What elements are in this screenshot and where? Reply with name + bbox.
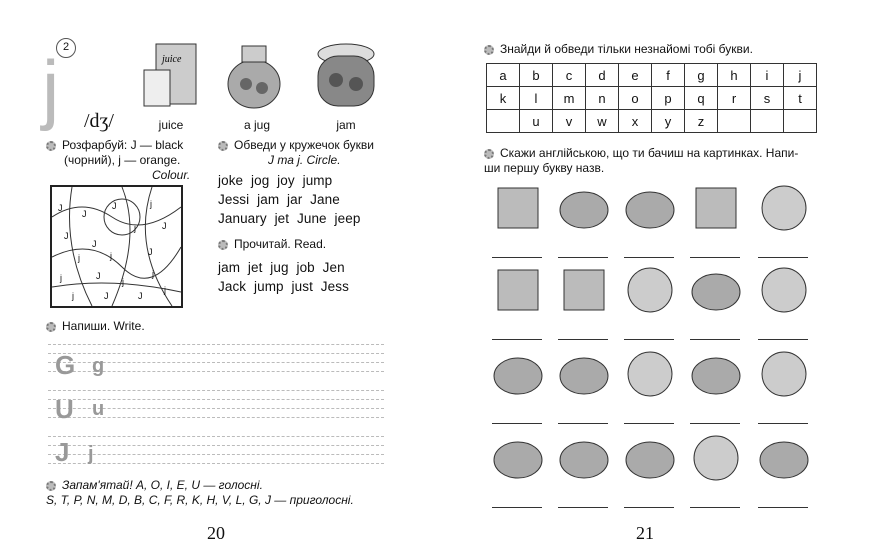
answer-blank[interactable] [558,257,608,258]
maze-letter: J [92,239,97,249]
alphabet-cell[interactable]: x [619,110,652,133]
right-page [434,0,869,557]
alphabet-cell[interactable]: m [553,87,586,110]
maze-letter: j [164,285,166,295]
alphabet-cell[interactable]: o [619,87,652,110]
writing-lines-3 [48,436,384,472]
task-circle: Обведи у кружечок букви J та j. Circle. [218,138,398,168]
answer-blank[interactable] [690,257,740,258]
maze-letter: J [104,291,109,301]
task-read: Прочитай. Read. [218,237,326,252]
juice-glass-icon [490,180,550,240]
task-write: Напиши. Write. [46,319,145,334]
duck-icon [556,430,616,490]
write-letter-small: g [92,355,105,377]
alphabet-cell[interactable]: u [520,110,553,133]
alphabet-cell[interactable]: h [718,64,751,87]
egg-icon [688,430,748,490]
alphabet-cell[interactable]: t [784,87,817,110]
task-say: Скажи англійською, що ти бачиш на картинках. Напи- ши першу букву назв. [484,146,799,175]
alphabet-cell[interactable]: s [751,87,784,110]
jug-icon [222,40,288,112]
picture-label-jam: jam [336,118,356,132]
answer-blank[interactable] [690,339,740,340]
maze-letter: J [64,231,69,241]
maze-letter: J [96,271,101,281]
gear-icon [46,141,56,151]
write-letter-small: u [92,398,105,420]
umbrella-icon [622,180,682,240]
maze-letter: j [110,251,112,261]
write-letter-big: U [55,394,74,424]
answer-blank[interactable] [558,423,608,424]
gear-icon [484,149,494,159]
ball-icon [756,262,816,322]
left-page [0,0,434,557]
alphabet-cell[interactable]: a [487,64,520,87]
alphabet-cell[interactable]: g [685,64,718,87]
picture-label-juice: juice [158,118,184,132]
word-row: joke jog joy jump [218,173,333,188]
answer-blank[interactable] [690,507,740,508]
maze-letter: j [78,253,80,263]
maze-letter: j [150,199,152,209]
alphabet-cell[interactable]: b [520,64,553,87]
maze-letter: j [60,273,62,283]
nuts-icon [688,262,748,322]
read-words [218,258,349,296]
fish-icon [756,430,816,490]
gear-icon [46,481,56,491]
task-colour: Розфарбуй: J — black (чорний), j — orange. Colour. [46,138,216,183]
maze-letter: J [112,201,117,211]
alphabet-cell[interactable]: j [784,64,817,87]
answer-blank[interactable] [492,507,542,508]
answer-blank[interactable] [624,339,674,340]
phonetic-transcription: /dʒ/ [84,110,114,132]
page-number: 20 [207,523,225,543]
answer-blank[interactable] [492,423,542,424]
alphabet-cell[interactable]: c [553,64,586,87]
page-number: 21 [636,523,654,543]
word-row: Jessi jam jar Jane [218,192,340,207]
circle-words [218,171,360,228]
alphabet-row [487,110,817,133]
octopus-icon [490,430,550,490]
write-letter-big: G [55,350,76,380]
maze-letter: j [122,277,124,287]
maze-letter: j [72,291,74,301]
colouring-maze [50,185,183,308]
remember-note: Запам'ятай! A, O, I, E, U — голосні. S, T, P, N, M, D, B, C, F, R, K, H, V, L, G, J — приголосні. [46,478,354,507]
pen-icon [556,262,616,322]
apple-icon [756,346,816,406]
answer-blank[interactable] [758,423,808,424]
answer-blank[interactable] [558,507,608,508]
gear-icon [46,322,56,332]
alphabet-cell[interactable] [784,110,817,133]
juice-box-icon [140,40,202,112]
alphabet-cell[interactable] [487,110,520,133]
alphabet-cell[interactable] [718,110,751,133]
answer-blank[interactable] [492,339,542,340]
alphabet-cell[interactable]: v [553,110,586,133]
alphabet-cell[interactable]: f [652,64,685,87]
puppy-icon [490,346,550,406]
letter-number-circle: 2 [56,38,76,58]
jug-icon [556,180,616,240]
word-row: Jack jump just Jess [218,279,349,294]
alphabet-cell[interactable]: y [652,110,685,133]
alphabet-cell[interactable] [751,110,784,133]
maze-letter: J [162,221,167,231]
answer-blank[interactable] [758,507,808,508]
answer-blank[interactable] [758,257,808,258]
maze-lines [52,187,181,306]
hat-icon [622,430,682,490]
alphabet-cell[interactable]: w [586,110,619,133]
jam-jar-icon [308,40,384,112]
answer-blank[interactable] [558,339,608,340]
maze-letter: J [138,291,143,301]
answer-blank[interactable] [624,257,674,258]
answer-blank[interactable] [624,423,674,424]
alphabet-cell[interactable]: n [586,87,619,110]
picture-label-jug: a jug [243,118,271,132]
tree-icon [622,346,682,406]
gear-icon [218,240,228,250]
answer-blank[interactable] [690,423,740,424]
maze-letter: J [58,203,63,213]
big-letter-j: j [42,44,60,132]
alphabet-table [486,63,817,133]
maze-letter: J [148,247,153,257]
alphabet-cell[interactable]: e [619,64,652,87]
svg-text:juice: juice [162,54,182,65]
answer-blank[interactable] [758,339,808,340]
alphabet-cell[interactable]: r [718,87,751,110]
picnic-blanket-icon [490,262,550,322]
answer-blank[interactable] [492,257,542,258]
alphabet-cell[interactable]: z [685,110,718,133]
alphabet-cell[interactable]: l [520,87,553,110]
alphabet-row [487,64,817,87]
cap-icon [688,346,748,406]
sun-icon [622,262,682,322]
rain-cloud-icon [556,346,616,406]
maze-letter: j [152,269,154,279]
word-row: jam jet jug job Jen [218,260,345,275]
write-letter-big: J [55,437,70,467]
gear-icon [218,141,228,151]
word-row: January jet June jeep [218,211,361,226]
maze-letter: j [134,223,136,233]
answer-blank[interactable] [624,507,674,508]
alphabet-cell[interactable]: i [751,64,784,87]
maze-letter: J [82,209,87,219]
alphabet-row [487,87,817,110]
alphabet-cell[interactable]: p [652,87,685,110]
key-icon [688,180,748,240]
alphabet-cell[interactable]: q [685,87,718,110]
alphabet-cell[interactable]: d [586,64,619,87]
gear-icon [484,45,494,55]
write-letter-small: j [88,443,94,465]
lemon-icon [756,180,816,240]
task-find: Знайди й обведи тільки незнайомі тобі букви. [484,42,753,57]
alphabet-cell[interactable]: k [487,87,520,110]
